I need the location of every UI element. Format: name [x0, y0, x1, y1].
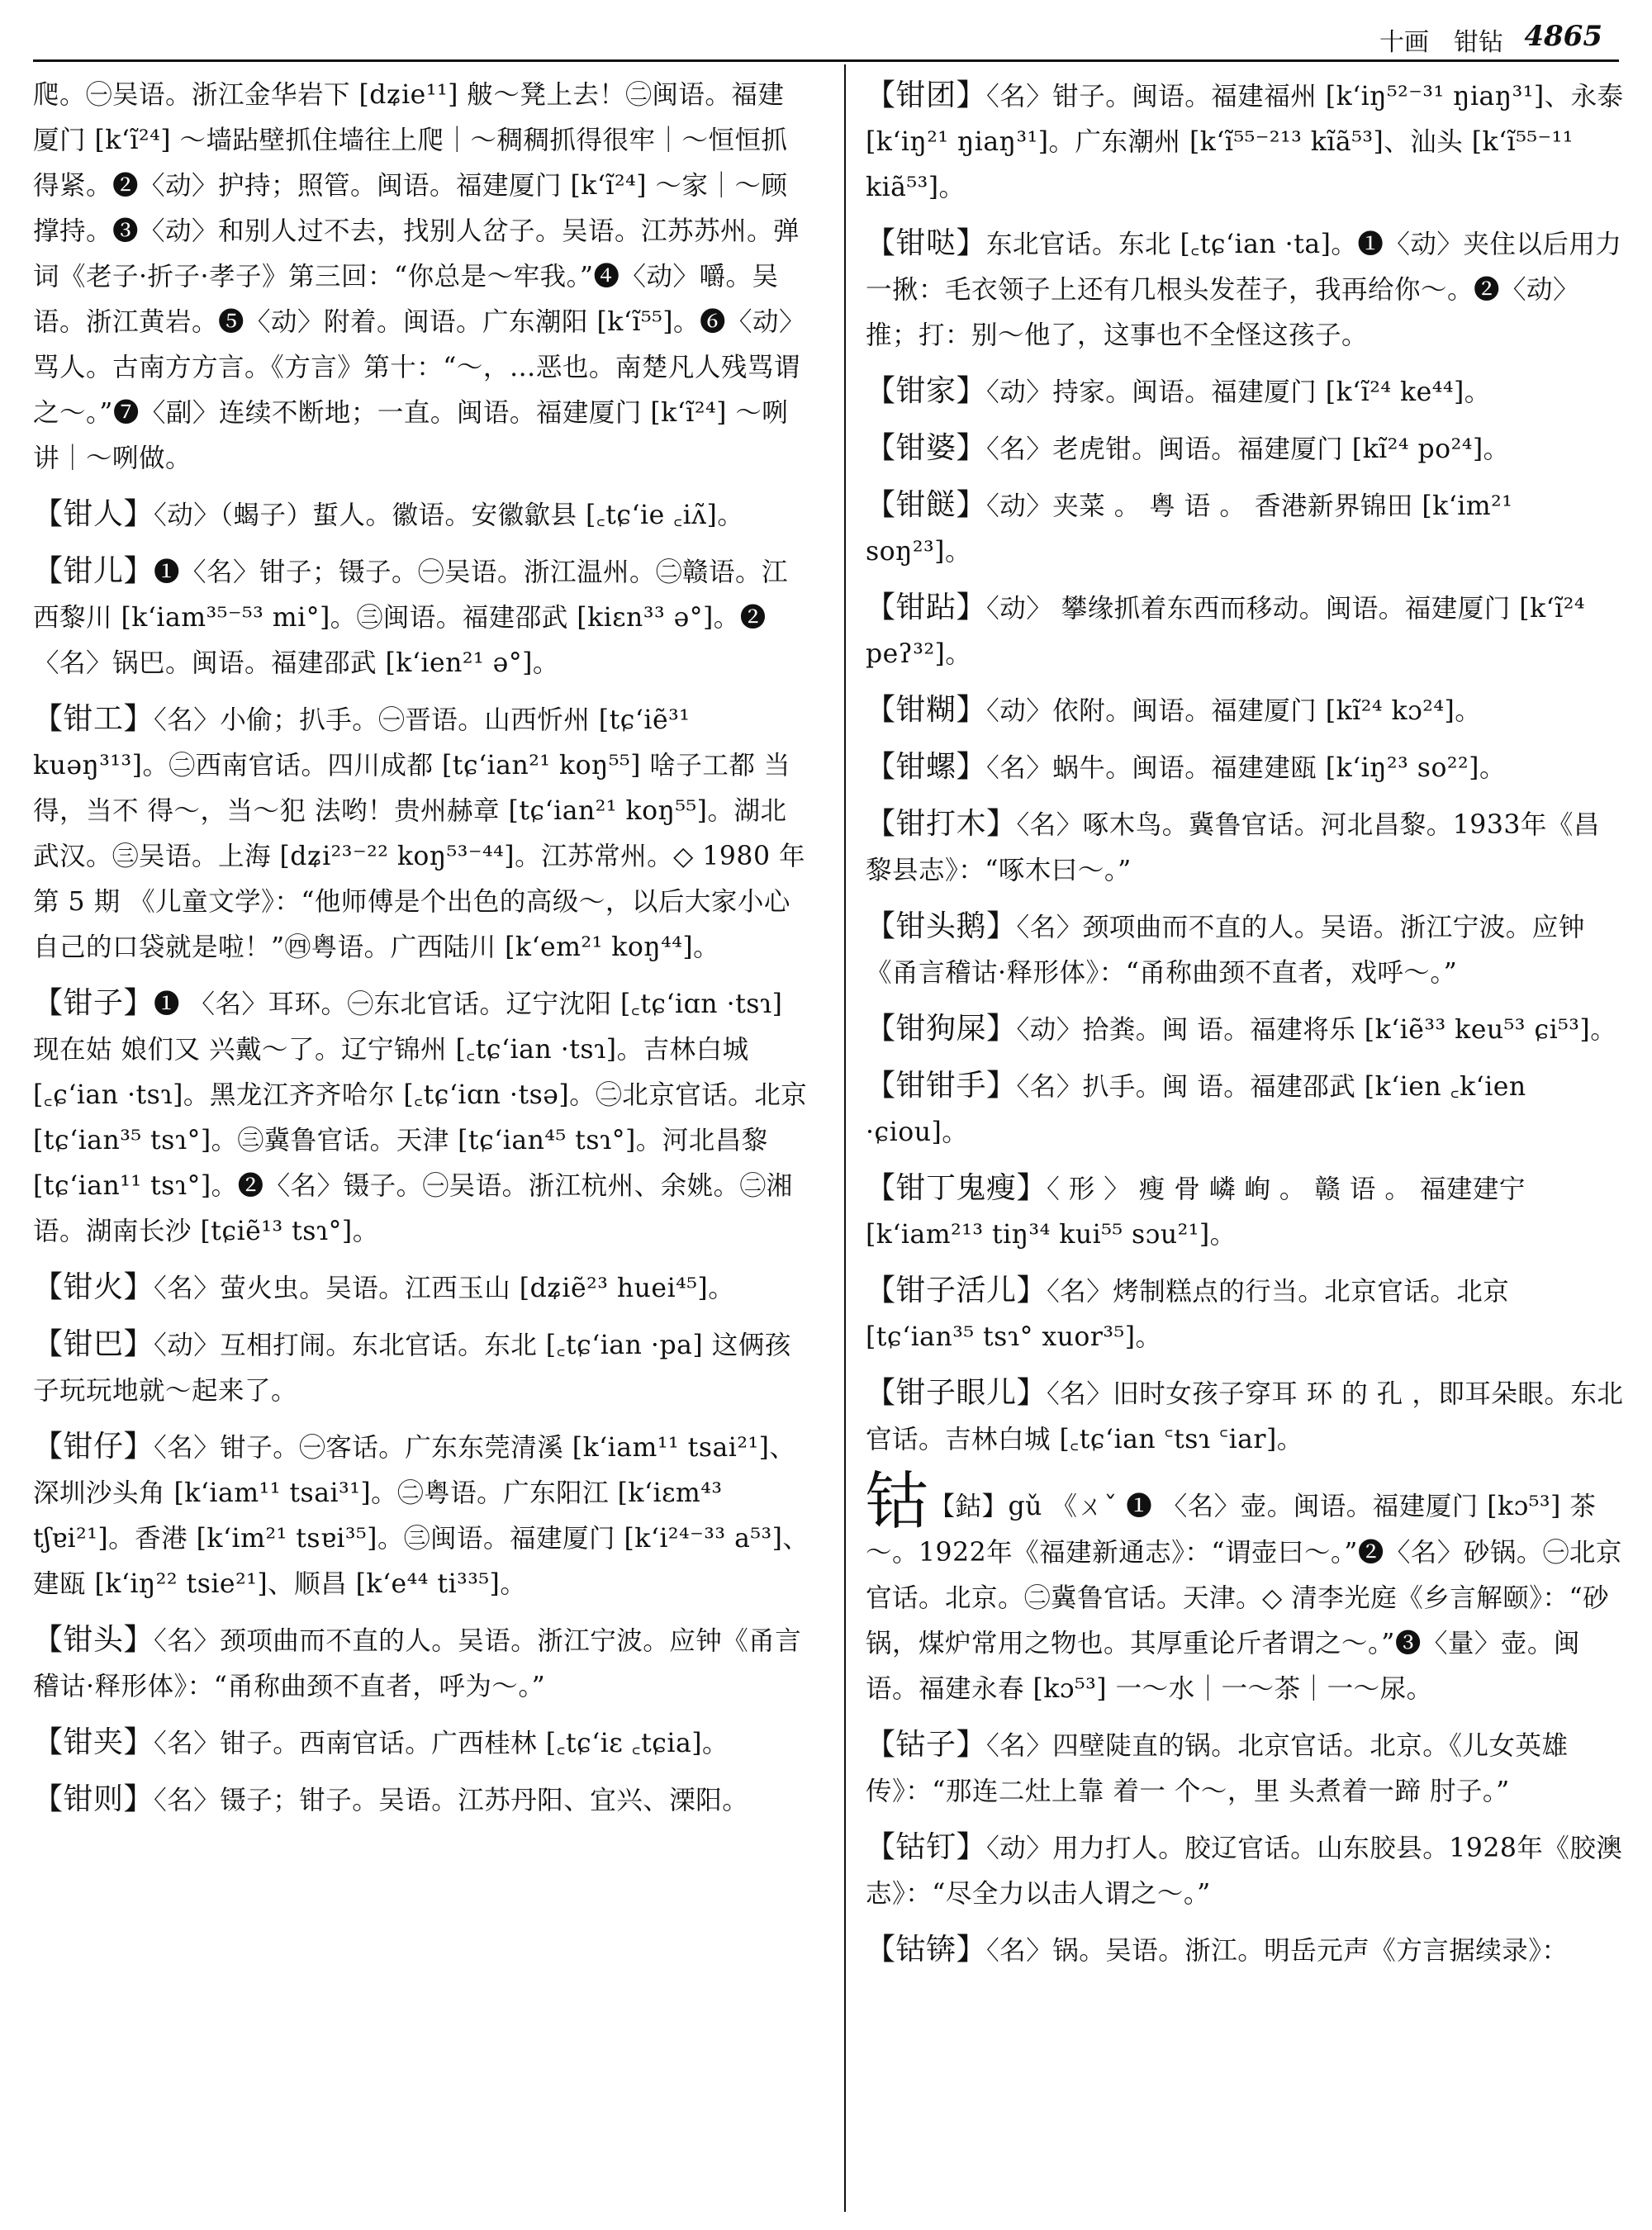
entry-definition: 〈名〉烤制糕点的行当。北京官话。北京 [tɕʻian³⁵ tsɿ° xuor³⁵]。 [866, 1277, 1510, 1352]
section-title: 十画 钳钻 [1379, 28, 1503, 57]
dictionary-entry [33, 1424, 809, 1607]
dictionary-entry [33, 548, 809, 686]
dictionary-entry [866, 744, 1626, 791]
entry-definition: 〈名〉蜗牛。闽语。福建建瓯 [kʻiŋ²³ so²²]。 [986, 753, 1506, 783]
entry-headword: 【钳子眼儿】 [866, 1376, 1047, 1410]
dictionary-entry [33, 73, 809, 482]
entry-definition: 〈动〉用力打人。胶辽官话。山东胶县。1928年《胶澳志》：“尽全力以击人谓之～。” [866, 1834, 1623, 1909]
dictionary-entry [866, 1370, 1626, 1463]
dictionary-entry [33, 1777, 809, 1824]
dictionary-entry [866, 1063, 1626, 1155]
entry-definition: 〈名〉小偷；扒手。㊀晋语。山西忻州 [tɕʻiẽ³¹ kuəŋ³¹³]。㊁西南官话。四川成都 [tɕʻian²¹ koŋ⁵⁵] 啥子工都 当得，当不 得～，当～犯 法哟！贵州赫章 [tɕʻian²¹ koŋ⁵⁵]。湖北武汉。㊂吴语。上海 [dʑi²³⁻²² koŋ⁵³⁻⁴⁴]。江苏常州。◇ 1980 年 第 5 期 《儿童文学》：“他师傅是个出色的高级～，以后大家小心自己的口袋就是啦！”㊃粤语。广西陆川 [kʻem²¹ koŋ⁴⁴]。 [33, 705, 806, 962]
entry-headword: 【钳哒】 [866, 226, 987, 260]
entry-definition: 〈名〉四壁陡直的锅。北京官话。北京。《儿女英雄传》：“那连二灶上靠 着一 个～，里 头煮着一蹄 肘子。” [866, 1731, 1569, 1806]
dictionary-entry [866, 482, 1626, 575]
dictionary-entry [33, 491, 809, 539]
entry-headword: 【钳巴】 [33, 1327, 154, 1361]
entry-headword: 【钳跕】 [866, 591, 987, 624]
entry-headword: 【钳儿】 [33, 554, 154, 588]
entry-headword: 【钳子】 [33, 986, 154, 1020]
entry-headword: 【钳夹】 [33, 1725, 154, 1759]
entry-headword: 【钳狗屎】 [866, 1012, 1017, 1046]
dictionary-entry [33, 1720, 809, 1767]
entry-definition: 〈名〉钳子。西南官话。广西桂林 [꜀tɕʻiɛ ꜀tɕia]。 [154, 1729, 729, 1758]
dictionary-entry [33, 1321, 809, 1414]
entry-definition: 〈动〉 攀缘抓着东西而移动。闽语。福建厦门 [kʻĩ²⁴ peʔ³²]。 [866, 594, 1586, 669]
dictionary-entry [866, 1268, 1626, 1360]
entry-definition: 〈动〉夹菜 。 粤 语 。 香港新界锦田 [kʻim²¹ soŋ²³]。 [866, 491, 1513, 567]
entry-definition: 〈名〉钳子。㊀客话。广东东莞清溪 [kʻiam¹¹ tsai²¹]、深圳沙头角 [kʻiam¹¹ tsai³¹]。㊁粤语。广东阳江 [kʻiɛm⁴³ tʃɐi²¹]。香港 [kʻim²¹ tsɐi³⁵]。㊂闽语。福建厦门 [kʻi²⁴⁻³³ a⁵³]、建瓯 [kʻiŋ²² tsie²¹]、顺昌 [kʻe⁴⁴ ti³³⁵]。 [33, 1433, 809, 1599]
entry-headword: 【钳工】 [33, 702, 154, 736]
entry-headword: 【钳头】 [33, 1623, 154, 1657]
entry-headword: 钴 [866, 1464, 929, 1538]
entry-definition: 〈动〉拾粪。闽 语。福建将乐 [kʻiẽ³³ keu⁵³ ɕi⁵³]。 [1016, 1015, 1617, 1045]
entry-headword: 【钳打木】 [866, 807, 1017, 841]
dictionary-entry [866, 221, 1626, 358]
entry-definition: ❶ 〈名〉耳环。㊀东北官话。辽宁沈阳 [꜀tɕʻiɑn ·tsɿ] 现在姑 娘们又 兴戴～了。辽宁锦州 [꜀tɕʻian ·tsɿ]。吉林白城 [꜀ɕʻian ·tsɿ]。黑龙江齐齐哈尔 [꜀tɕʻiɑn ·tsə]。㊁北京官话。北京 [tɕʻian³⁵ tsɿ°]。㊂冀鲁官话。天津 [tɕʻian⁴⁵ tsɿ°]。河北昌黎 [tɕʻian¹¹ tsɿ°]。❷〈名〉镊子。㊀吴语。浙江杭州、余姚。㊁湘语。湖南长沙 [tɕiẽ¹³ tsɿ°]。 [33, 989, 808, 1246]
entry-definition: 〈名〉旧时女孩子穿耳 环 的 孔 ，即耳朵眼。东北官话。吉林白城 [꜀tɕʻian ꜂tsɿ ꜂iar]。 [866, 1379, 1624, 1454]
entry-definition: 〈 形 〉 瘦 骨 嶙 峋 。 赣 语 。 福建建宁 [kʻiam²¹³ tiŋ³⁴ kui⁵⁵ sɔu²¹]。 [866, 1174, 1526, 1250]
entry-definition: 〈名〉扒手。闽 语。福建邵武 [kʻien ꜀kʻien ·ɕiou]。 [866, 1072, 1526, 1147]
dictionary-entry [866, 585, 1626, 677]
entry-definition: 东北官话。东北 [꜀tɕʻian ·ta]。❶〈动〉夹住以后用力一揪：毛衣领子上还有几根头发茬子，我再给你～。❷〈动〉推；打：别～他了，这事也不全怪这孩子。 [866, 230, 1622, 350]
page-header [33, 12, 1619, 62]
entry-headword: 【钳人】 [33, 497, 154, 531]
entry-headword: 【钳家】 [866, 374, 987, 408]
dictionary-entry [866, 1722, 1626, 1815]
entry-definition: 〈名〉颈项曲而不直的人。吴语。浙江宁波。应钟《甬言稽诂·释形体》：“甬称曲颈不直者，戏呼～。” [866, 913, 1585, 988]
dictionary-entry [866, 73, 1626, 211]
entry-headword: 【钴钉】 [866, 1830, 987, 1864]
entry-headword: 【钳火】 [33, 1270, 154, 1304]
dictionary-entry [866, 687, 1626, 734]
entry-definition: 〈名〉萤火虫。吴语。江西玉山 [dʑiẽ²³ huei⁴⁵]。 [154, 1274, 735, 1303]
dictionary-entry [866, 904, 1626, 996]
entry-headword: 【钳丁鬼瘦】 [866, 1171, 1047, 1205]
dictionary-entry [33, 1264, 809, 1312]
entry-headword: 【钳婆】 [866, 431, 987, 465]
entry-headword: 【钳螺】 [866, 750, 987, 784]
entry-definition: 〈动〉互相打闹。东北官话。东北 [꜀tɕʻian ·pa] 这俩孩子玩玩地就～起来了。 [33, 1331, 791, 1406]
dictionary-entry [866, 425, 1626, 472]
entry-headword: 【钳餸】 [866, 488, 987, 522]
entry-definition: 〈动〉（蝎子）蜇人。徽语。安徽歙县 [꜀tɕʻie ꜀iʌ̃]。 [154, 501, 744, 530]
entry-definition: 【鈷】gǔ 《ㄨˇ ❶ 〈名〉壶。闽语。福建厦门 [kɔ⁵³] 茶～。1922年《福建新通志》：“谓壶曰～。”❷〈名〉砂锅。㊀北京官话。北京。㊁冀鲁官话。天津。◇ 清李光庭《乡言解颐》：“砂锅，煤炉常用之物也。其厚重论斤者谓之～。”❸〈量〉壶。闽语。福建永春 [kɔ⁵³] 一～水｜一～茶｜一～尿。 [866, 1492, 1622, 1704]
entry-definition: 〈名〉啄木鸟。冀鲁官话。河北昌黎。1933年《昌黎县志》：“啄木曰～。” [866, 810, 1600, 885]
dictionary-entry [866, 801, 1626, 894]
dictionary-entry [866, 1006, 1626, 1053]
page-number: 4865 [1524, 20, 1602, 53]
entry-definition: 爬。㊀吴语。浙江金华岩下 [dʑie¹¹] 𦨭～凳上去！㊁闽语。福建厦门 [kʻĩ²⁴] ～墙跕壁抓住墙往上爬｜～稠稠抓得很牢｜～恒恒抓得紧。❷〈动〉护持；照管。闽语。福建厦门 [kʻĩ²⁴] ～家｜～顾撑持。❸〈动〉和别人过不去，找别人岔子。吴语。江苏苏州。弹词《老子·折子·孝子》第三回：“你总是～牢我。”❹〈动〉嚼。吴语。浙江黄岩。❺〈动〉附着。闽语。广东潮阳 [kʻĩ⁵⁵]。❻〈动〉骂人。古南方方言。《方言》第十：“～，…恶也。南楚凡人残骂谓之～。”❼〈副〉连续不断地；一直。闽语。福建厦门 [kʻĩ²⁴] ～咧讲｜～咧做。 [33, 80, 806, 473]
entry-headword: 【钴锛】 [866, 1933, 987, 1967]
dictionary-entry [866, 1165, 1626, 1258]
entry-definition: 〈名〉镊子；钳子。吴语。江苏丹阳、宜兴、溧阳。 [154, 1786, 749, 1815]
dictionary-entry [33, 980, 809, 1255]
entry-headword: 【钳头鹅】 [866, 909, 1017, 943]
entry-headword: 【钳糊】 [866, 693, 987, 727]
dictionary-entry [866, 368, 1626, 415]
entry-definition: 〈动〉持家。闽语。福建厦门 [kʻĩ²⁴ ke⁴⁴]。 [986, 377, 1491, 407]
left-column [33, 73, 809, 1834]
entry-headword: 【钳钳手】 [866, 1069, 1017, 1103]
dictionary-entry [33, 1617, 809, 1710]
column-divider [844, 64, 846, 2212]
entry-definition: 〈动〉依附。闽语。福建厦门 [kĩ²⁴ kɔ²⁴]。 [986, 696, 1482, 726]
entry-headword: 【钳团】 [866, 78, 987, 112]
entry-headword: 【钳子活儿】 [866, 1274, 1047, 1307]
entry-definition: 〈名〉钳子。闽语。福建福州 [kʻiŋ⁵²⁻³¹ ŋiaŋ³¹]、永泰 [kʻiŋ²¹ ŋiaŋ³¹]。广东潮州 [kʻĩ⁵⁵⁻²¹³ kĩã⁵³]、汕头 [kʻĩ⁵⁵⁻¹¹ kiã⁵³]。 [866, 82, 1624, 202]
entry-headword: 【钳则】 [33, 1782, 154, 1816]
entry-definition: ❶〈名〉钳子；镊子。㊀吴语。浙江温州。㊁赣语。江西黎川 [kʻiam³⁵⁻⁵³ mi°]。㊂闽语。福建邵武 [kiɛn³³ ə°]。❷〈名〉锅巴。闽语。福建邵武 [kʻien²¹ ə°]。 [33, 558, 789, 678]
dictionary-entry [866, 1464, 1626, 1712]
dictionary-entry [866, 1824, 1626, 1917]
entry-definition: 〈名〉锅。吴语。浙江。明岳元声《方言据续录》： [986, 1936, 1569, 1966]
entry-headword: 【钴子】 [866, 1728, 987, 1762]
entry-definition: 〈名〉老虎钳。闽语。福建厦门 [kĩ²⁴ po²⁴]。 [986, 434, 1510, 464]
entry-definition: 〈名〉颈项曲而不直的人。吴语。浙江宁波。应钟《甬言稽诂·释形体》：“甬称曲颈不直者，呼为～。” [33, 1626, 802, 1701]
dictionary-entry [866, 1927, 1626, 1974]
dictionary-entry [33, 696, 809, 970]
entry-headword: 【钳仔】 [33, 1430, 154, 1464]
right-column [866, 73, 1626, 1984]
